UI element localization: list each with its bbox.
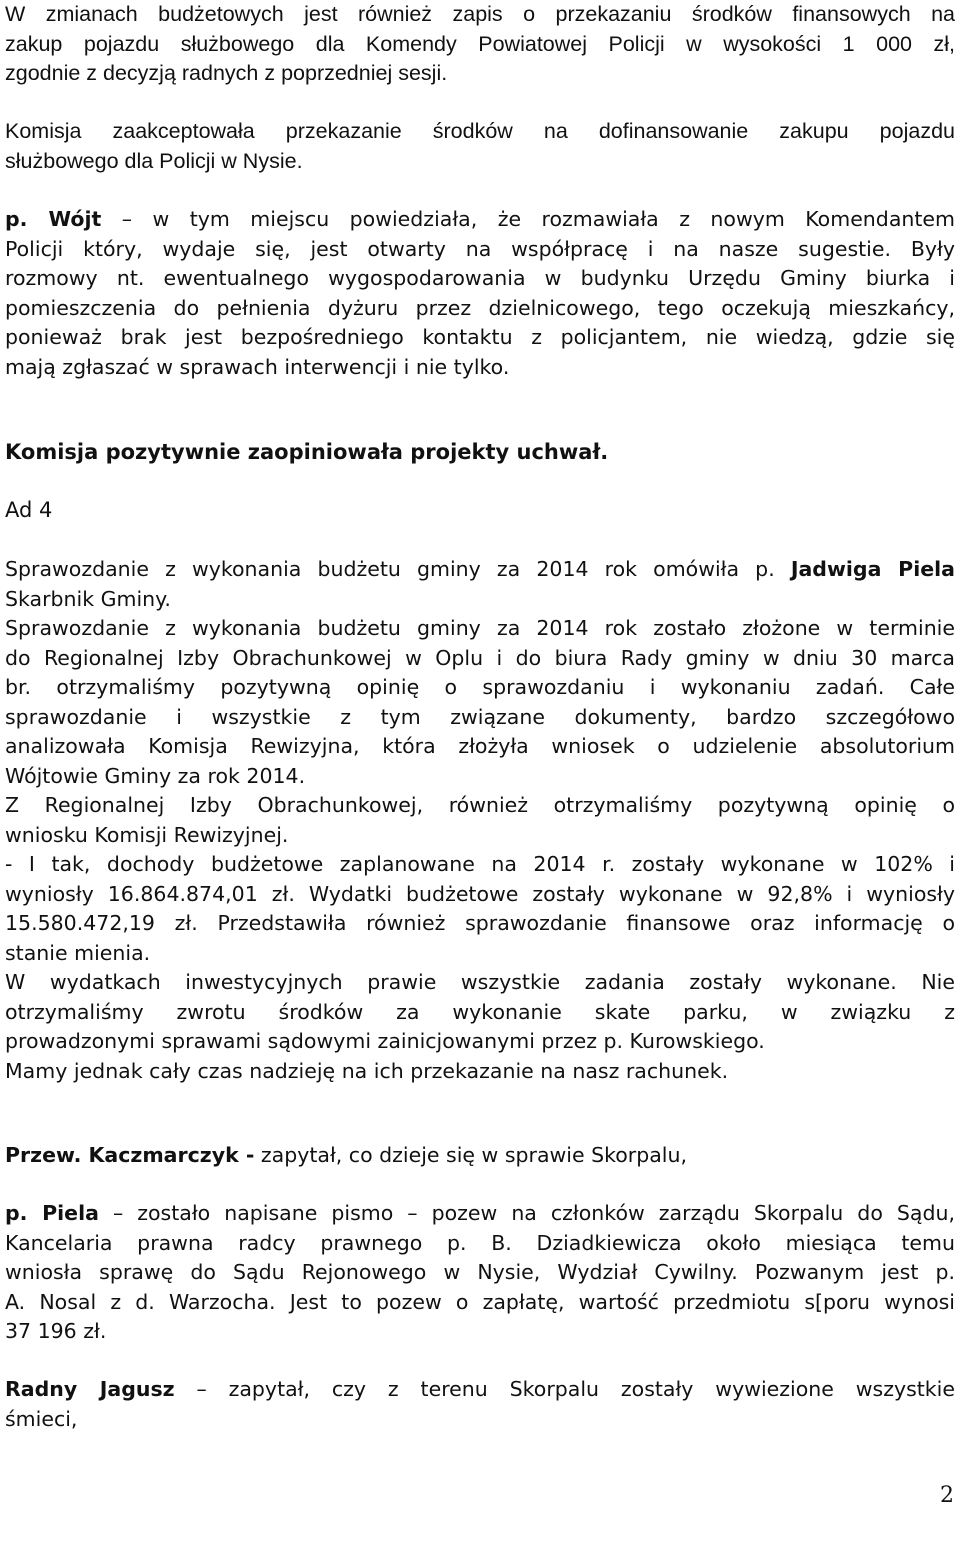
text-line: ponieważ brak jest bezpośredniego kontaktu z policjantem, nie wiedzą, gdzie się bbox=[5, 325, 955, 349]
text-line: Z Regionalnej Izby Obrachunkowej, również otrzymaliśmy pozytywną opinię o bbox=[5, 793, 955, 817]
paragraph-report-details bbox=[5, 614, 955, 1086]
text-line: prowadzonymi sprawami sądowymi zainicjowanymi przez p. Kurowskiego. bbox=[5, 1029, 765, 1053]
text-line: śmieci, bbox=[5, 1406, 78, 1431]
text-line: stanie mienia. bbox=[5, 940, 151, 965]
text-line: W zmianach budżetowych jest również zapis o przekazaniu środków finansowych na bbox=[5, 2, 955, 26]
text-line: wniosła sprawę do Sądu Rejonowego w Nysie, Wydział Cywilny. Pozwanym jest p. bbox=[5, 1260, 955, 1284]
text-line: Kancelaria prawna radcy prawnego p. B. Dziadkiewicza około miesiąca temu bbox=[5, 1230, 955, 1255]
text-line: – zostało napisane pismo – pozew na członków zarządu Skorpalu do Sądu, bbox=[98, 1201, 955, 1225]
text-line: pomieszczenia do pełnienia dyżuru przez dzielnicowego, tego oczekują mieszkańcy, bbox=[5, 295, 955, 320]
text-line: Policji który, wydaje się, jest otwarty na współpracę i na nasze sugestie. Były bbox=[5, 236, 955, 261]
text-line: wyniosły 16.864.874,01 zł. Wydatki budżetowe zostały wykonane w 92,8% i wyniosły bbox=[5, 881, 955, 906]
text-line: – zapytał, czy z terenu Skorpalu zostały wywiezione wszystkie bbox=[174, 1377, 955, 1401]
speaker-name: Przew. Kaczmarczyk - bbox=[5, 1143, 255, 1167]
text-line: zgodnie z decyzją radnych z poprzedniej sesji. bbox=[5, 61, 448, 85]
text-line: - I tak, dochody budżetowe zaplanowane na 2014 r. zostały wykonane w 102% i bbox=[5, 852, 955, 876]
speaker-name: p. Wójt bbox=[5, 207, 102, 231]
paragraph-kaczmarczyk-question bbox=[5, 1141, 955, 1171]
text-line: Wójtowie Gminy za rok 2014. bbox=[5, 763, 306, 788]
paragraph-report-intro bbox=[5, 555, 955, 614]
paragraph-wojt-statement bbox=[5, 205, 955, 382]
text-line: A. Nosal z d. Warzocha. Jest to pozew o zapłatę, wartość przedmiotu s[poru wynosi bbox=[5, 1289, 955, 1314]
page-number: 2 bbox=[940, 1483, 954, 1508]
text-line: zakup pojazdu służbowego dla Komendy Powiatowej Policji w wysokości 1 000 zł, bbox=[5, 31, 955, 56]
text-line: 37 196 zł. bbox=[5, 1319, 107, 1343]
text-line: Mamy jednak cały czas nadzieję na ich przekazanie na nasz rachunek. bbox=[5, 1058, 729, 1083]
text-line: Komisja zaakceptowała przekazanie środków na dofinansowanie zakupu pojazdu bbox=[5, 119, 955, 143]
paragraph-budget-changes bbox=[5, 0, 955, 89]
text-line: Sprawozdanie z wykonania budżetu gminy za 2014 rok zostało złożone w terminie bbox=[5, 616, 955, 640]
paragraph-jagusz-question bbox=[5, 1375, 955, 1434]
text-line: mają zgłaszać w sprawach interwencji i nie tylko. bbox=[5, 354, 510, 379]
paragraph-piela-answer bbox=[5, 1199, 955, 1347]
text-line: 15.580.472,19 zł. Przedstawiła również sprawozdanie finansowe oraz informację o bbox=[5, 911, 955, 935]
text-line: zapytał, co dzieje się w sprawie Skorpalu, bbox=[254, 1143, 688, 1167]
text-line: W wydatkach inwestycyjnych prawie wszystkie zadania zostały wykonane. Nie bbox=[5, 970, 955, 994]
text-line: do Regionalnej Izby Obrachunkowej w Oplu i do biura Rady gminy w dniu 30 marca bbox=[5, 645, 955, 670]
text-line: sprawozdanie i wszystkie z tym związane dokumenty, bardzo szczegółowo bbox=[5, 704, 955, 729]
text-line: – w tym miejscu powiedziała, że rozmawiała z nowym Komendantem bbox=[101, 207, 955, 231]
text-line: Skarbnik Gminy. bbox=[5, 586, 171, 611]
text-line: służbowego dla Policji w Nysie. bbox=[5, 148, 303, 173]
text-line: analizowała Komisja Rewizyjna, która złożyła wniosek o udzielenie absolutorium bbox=[5, 734, 955, 758]
paragraph-commission-accepted bbox=[5, 117, 955, 176]
speaker-name: Radny Jagusz bbox=[5, 1377, 175, 1401]
text-line: rozmowy nt. ewentualnego wygospodarowania w budynku Urzędu Gminy biurka i bbox=[5, 266, 955, 290]
speaker-name: p. Piela bbox=[5, 1201, 99, 1225]
agenda-item-label: Ad 4 bbox=[5, 498, 53, 522]
text-line: Sprawozdanie z wykonania budżetu gminy za 2014 rok omówiła p. bbox=[5, 557, 791, 581]
text-line: otrzymaliśmy zwrotu środków za wykonanie skate parku, w związku z bbox=[5, 999, 955, 1024]
speaker-name: Jadwiga Piela bbox=[790, 557, 955, 581]
commission-opinion-heading: Komisja pozytywnie zaopiniowała projekty uchwał. bbox=[5, 440, 609, 464]
text-line: br. otrzymaliśmy pozytywną opinię o sprawozdaniu i wykonaniu zadań. Całe bbox=[5, 675, 955, 699]
text-line: wniosku Komisji Rewizyjnej. bbox=[5, 822, 289, 847]
